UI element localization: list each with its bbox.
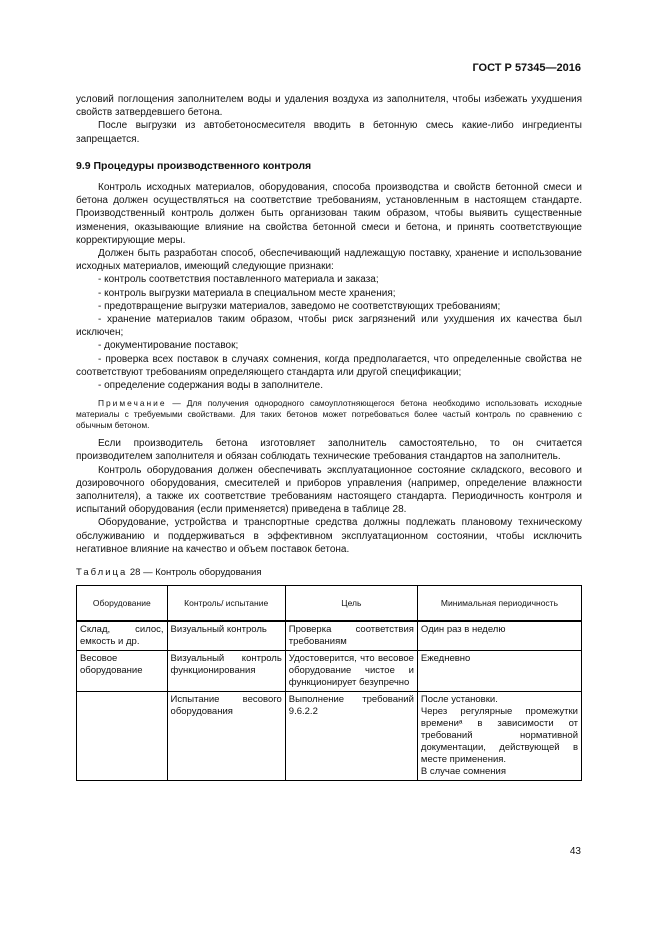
- table-caption-label: Таблица: [76, 567, 128, 579]
- frequency-line: Через регулярные промежутки времениᵃ в зависимости от требований нормативной документации, действующей в месте применения.: [420, 706, 578, 766]
- table-cell: Один раз в неделю: [417, 621, 581, 651]
- paragraph-maintenance: Оборудование, устройства и транспортные средства должны подлежать плановому техническому обслуживанию и поддерживаться в эффективном эксплуатационном состоянии, чтобы исключить негативное влияние на качество и объем поставок бетона.: [76, 517, 582, 555]
- section-heading: 9.9 Процедуры производственного контроля: [76, 159, 312, 172]
- paragraph-aggregate-producer: Если производитель бетона изготовляет заполнитель самостоятельно, то он считается производителем заполнителя и обязан соблюдать технические требования стандартов на заполнитель.: [76, 438, 582, 463]
- table-header-row: [77, 586, 582, 622]
- table-cell: Визуальный контроль функционирования: [167, 651, 285, 692]
- table-cell: Проверка соответствия требованиям: [285, 621, 417, 651]
- column-header-frequency: Минимальная периодичность: [417, 586, 581, 622]
- note-text: — Для получения однородного самоуплотняющегося бетона необходимо использовать исходные материалы с требуемыми свойствами. Для таких бетонов может потребоваться более частый контроль по сравнению с обычным бетоном.: [76, 398, 582, 431]
- table-cell-frequency-list: [417, 692, 581, 781]
- table-caption-text: 28 — Контроль оборудования: [127, 567, 262, 579]
- page-body: [76, 93, 582, 781]
- column-header-test: Контроль/ испытание: [167, 586, 285, 622]
- page-number: 43: [569, 846, 581, 857]
- table-row: [77, 651, 582, 692]
- list-item: - документирование поставок;: [98, 340, 239, 352]
- table-row: [77, 621, 582, 651]
- note-label: Примечание: [98, 398, 167, 409]
- list-item: - предотвращение выгрузки материалов, заведомо не соответствующих требованиям;: [98, 300, 501, 312]
- equipment-control-table: [76, 585, 582, 781]
- table-caption: [76, 566, 582, 579]
- table-cell: Выполнение требований 9.6.2.2: [285, 692, 417, 781]
- paragraph-mixer-unloading: После выгрузки из автобетоносмесителя вводить в бетонную смесь какие-либо ингредиенты запрещается.: [76, 120, 582, 145]
- paragraph-delivery-method: Должен быть разработан способ, обеспечивающий надлежащую поставку, хранение и использование исходных материалов, имеющий следующие признаки:: [76, 248, 582, 273]
- list-item: - контроль выгрузки материала в специальном месте хранения;: [98, 287, 396, 299]
- table-row: [77, 692, 582, 781]
- column-header-purpose: Цель: [285, 586, 417, 622]
- table-cell: Удостоверится, что весовое оборудование чистое и функционирует безупречно: [285, 651, 417, 692]
- paragraph-control-materials: Контроль исходных материалов, оборудования, способа производства и свойств бетонной смеси и бетона должен осуществляться на соответствие требованиям, установленным в настоящем стандарте. Производственный контроль должен быть организован таким образом, чтобы выявить существенные изменения, оказывающие влияние на свойства бетонной смеси и бетона, и принять соответствующие корректирующие меры.: [76, 182, 582, 246]
- note: [76, 398, 582, 431]
- list-item: - проверка всех поставок в случаях сомнения, когда предполагается, что определенные свойства не соответствуют требованиям определяющего стандарта или другой спецификации;: [76, 353, 582, 378]
- table-cell: [77, 692, 168, 781]
- standard-header: ГОСТ Р 57345—2016: [472, 62, 581, 74]
- paragraph-equipment-control: Контроль оборудования должен обеспечивать эксплуатационное состояние складского, весового и дозировочного оборудования, смесителей и приборов управления (например, определение влажности заполнителя), а также их соответствие требованиям настоящего стандарта. Периодичность контроля и испытаний оборудования (если применяется) приведена в таблице 28.: [76, 464, 582, 516]
- paragraph-continued: условий поглощения заполнителем воды и удаления воздуха из заполнителя, чтобы избежать ухудшения свойств затвердевшего бетона.: [76, 94, 582, 119]
- list-item: - определение содержания воды в заполнителе.: [98, 380, 324, 392]
- table-cell: Испытание весового оборудования: [167, 692, 285, 781]
- column-header-equipment: Оборудование: [77, 586, 168, 622]
- table-cell: Ежедневно: [417, 651, 581, 692]
- frequency-line: После установки.: [420, 694, 498, 706]
- list-item: - контроль соответствия поставленного материала и заказа;: [98, 274, 379, 286]
- frequency-line: В случае сомнения: [420, 766, 506, 778]
- table-cell: Весовое оборудование: [77, 651, 168, 692]
- list-item: - хранение материалов таким образом, чтобы риск загрязнений или ухудшения их качества был исключен;: [76, 314, 582, 339]
- table-cell: Визуальный контроль: [167, 621, 285, 651]
- table-cell: Склад, силос, емкость и др.: [77, 621, 168, 651]
